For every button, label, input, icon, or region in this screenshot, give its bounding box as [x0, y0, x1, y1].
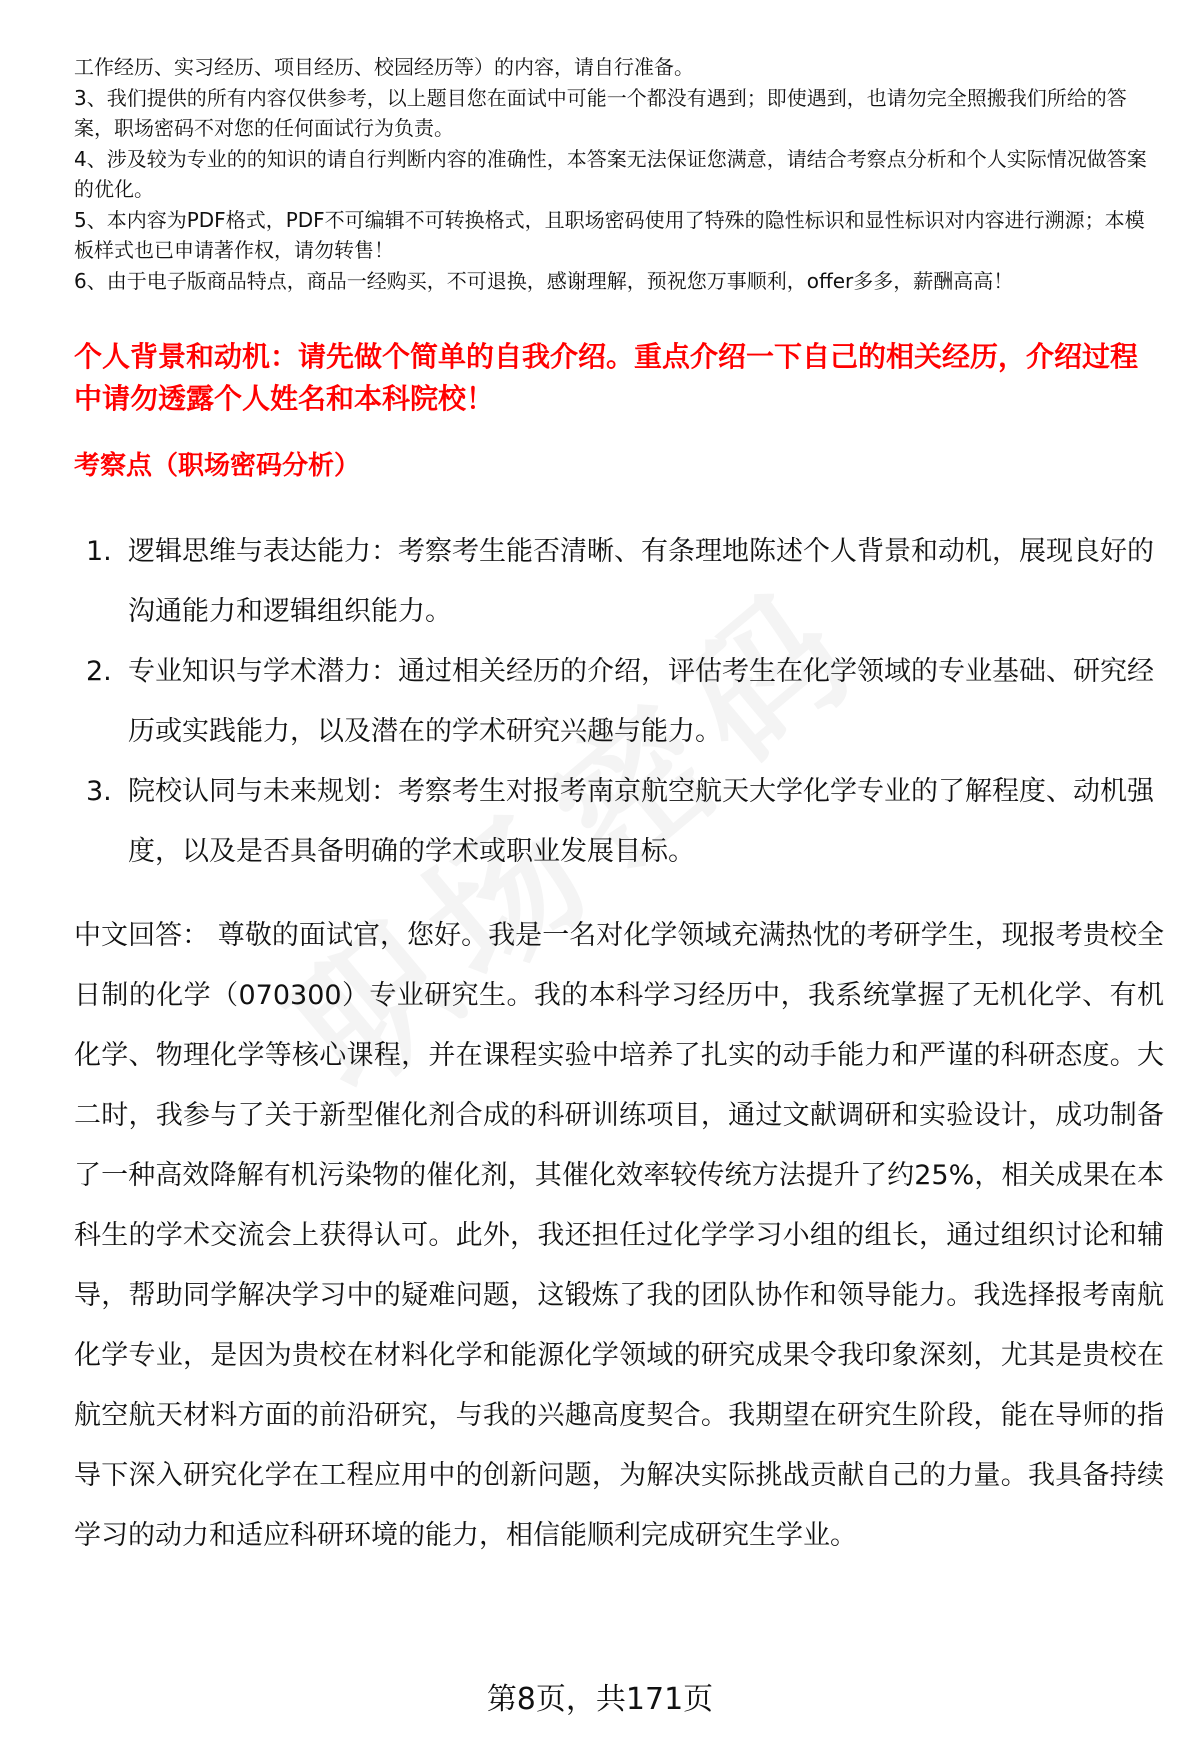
analysis-point [86, 642, 1166, 762]
point-number: 3. [86, 776, 112, 807]
analysis-point [86, 522, 1166, 642]
page-number: 第8页，共171页 [486, 1682, 714, 1717]
answer-paragraph: 中文回答： 尊敬的面试官，您好。我是一名对化学领域充满热忱的考研学生，现报考贵校全日制的化学（070300）专业研究生。我的本科学习经历中，我系统掌握了无机化学、有机化学、物理化学等核心课程，并在课程实验中培养了扎实的动手能力和严谨的科研态度。大二时，我参与了关于新型催化剂合成的科研训练项目，通过文献调研和实验设计，成功制备了一种高效降解有机污染物的催化剂，其催化效率较传统方法提升了约25%，相关成果在本科生的学术交流会上获得认可。此外，我还担任过化学学习小组的组长，通过组织讨论和辅导，帮助同学解决学习中的疑难问题，这锻炼了我的团队协作和领导能力。我选择报考南航化学专业，是因为贵校在材料化学和能源化学领域的研究成果令我印象深刻，尤其是贵校在航空航天材料方面的前沿研究，与我的兴趣高度契合。我期望在研究生阶段，能在导师的指导下深入研究化学在工程应用中的创新问题，为解决实际挑战贡献自己的力量。我具备持续学习的动力和适应科研环境的能力，相信能顺利完成研究生学业。 [74, 920, 1164, 1551]
analysis-point-list [86, 522, 1166, 882]
point-text: 院校认同与未来规划：考察考生对报考南京航空航天大学化学专业的了解程度、动机强度，以及是否具备明确的学术或职业发展目标。 [128, 776, 1154, 867]
point-text: 专业知识与学术潜力：通过相关经历的介绍，评估考生在化学领域的专业基础、研究经历或实践能力，以及潜在的学术研究兴趣与能力。 [128, 656, 1154, 747]
note-line: 4、涉及较为专业的的知识的请自行判断内容的准确性，本答案无法保证您满意，请结合考察点分析和个人实际情况做答案的优化。 [74, 146, 1147, 201]
analysis-heading: 考察点（职场密码分析） [74, 451, 361, 481]
note-line: 3、我们提供的所有内容仅供参考，以上题目您在面试中可能一个都没有遇到；即使遇到，也请勿完全照搬我们所给的答案，职场密码不对您的任何面试行为负责。 [74, 85, 1127, 140]
note-line: 6、由于电子版商品特点，商品一经购买，不可退换，感谢理解，预祝您万事顺利，offer多多，薪酬高高！ [74, 268, 1014, 293]
point-number: 1. [86, 536, 112, 567]
point-text: 逻辑思维与表达能力：考察考生能否清晰、有条理地陈述个人背景和动机，展现良好的沟通能力和逻辑组织能力。 [128, 536, 1154, 627]
note-line: 工作经历、实习经历、项目经历、校园经历等）的内容，请自行准备。 [74, 55, 694, 79]
notes-section [74, 52, 1164, 296]
note-line: 5、本内容为PDF格式，PDF不可编辑不可转换格式，且职场密码使用了特殊的隐性标识和显性标识对内容进行溯源；本模板样式也已申请著作权，请勿转售！ [74, 207, 1145, 262]
analysis-point [86, 762, 1166, 882]
question-heading: 个人背景和动机：请先做个简单的自我介绍。重点介绍一下自己的相关经历，介绍过程中请勿透露个人姓名和本科院校！ [74, 340, 1139, 415]
point-number: 2. [86, 656, 112, 687]
